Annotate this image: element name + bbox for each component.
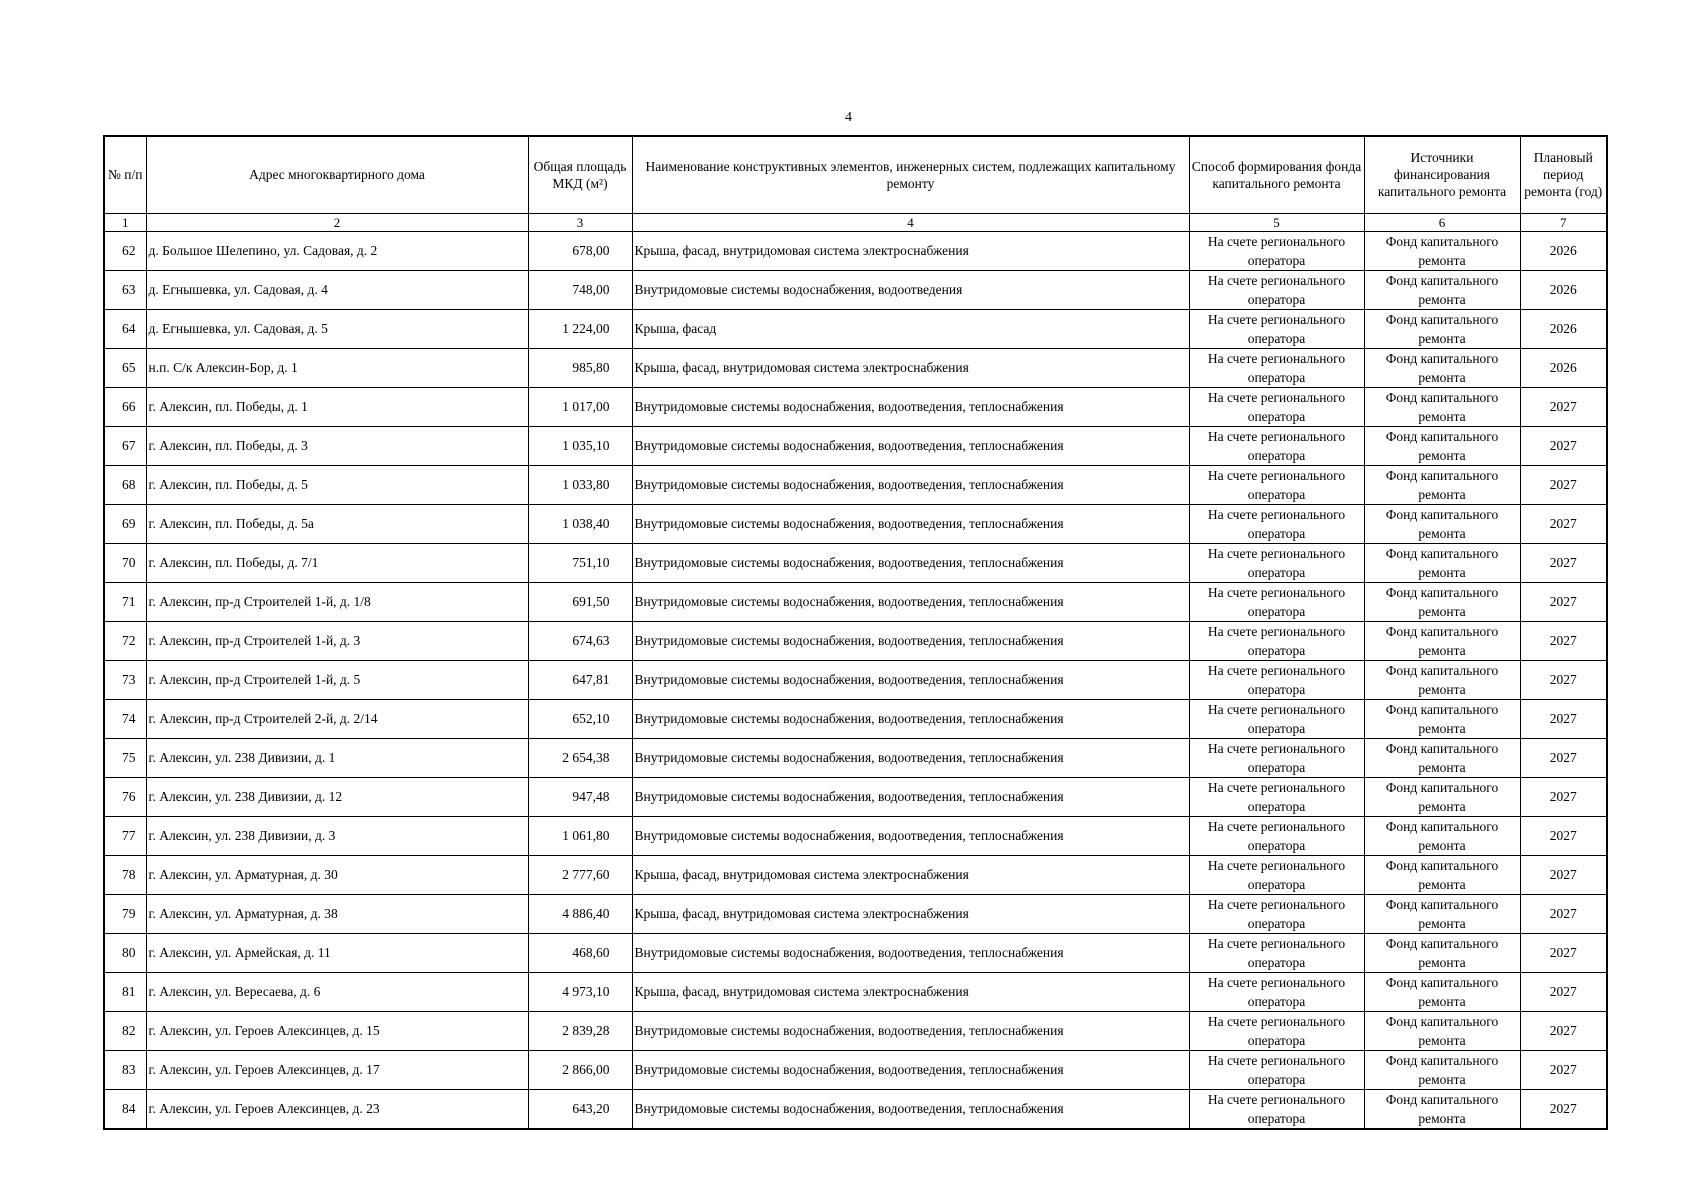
row-source: Фонд капитального ремонта <box>1364 894 1520 933</box>
table-row <box>104 738 1607 777</box>
table-row <box>104 972 1607 1011</box>
row-number: 77 <box>104 816 146 855</box>
row-source: Фонд капитального ремонта <box>1364 582 1520 621</box>
row-year: 2027 <box>1520 1011 1607 1050</box>
row-area: 985,80 <box>528 348 632 387</box>
row-address: г. Алексин, ул. Героев Алексинцев, д. 17 <box>146 1050 528 1089</box>
row-address: г. Алексин, пл. Победы, д. 7/1 <box>146 543 528 582</box>
table-row <box>104 582 1607 621</box>
row-address: г. Алексин, пл. Победы, д. 3 <box>146 426 528 465</box>
table-row <box>104 465 1607 504</box>
row-area: 1 224,00 <box>528 309 632 348</box>
row-number: 82 <box>104 1011 146 1050</box>
row-area: 647,81 <box>528 660 632 699</box>
table-row <box>104 543 1607 582</box>
row-elements: Внутридомовые системы водоснабжения, водоотведения, теплоснабжения <box>632 933 1189 972</box>
row-elements: Внутридомовые системы водоснабжения, водоотведения, теплоснабжения <box>632 504 1189 543</box>
row-method: На счете регионального оператора <box>1189 231 1364 270</box>
row-area: 2 777,60 <box>528 855 632 894</box>
row-source: Фонд капитального ремонта <box>1364 855 1520 894</box>
table-row <box>104 699 1607 738</box>
row-number: 76 <box>104 777 146 816</box>
row-elements: Крыша, фасад <box>632 309 1189 348</box>
row-elements: Внутридомовые системы водоснабжения, водоотведения, теплоснабжения <box>632 621 1189 660</box>
table-row <box>104 387 1607 426</box>
row-year: 2027 <box>1520 972 1607 1011</box>
page-number: 4 <box>845 110 852 125</box>
row-source: Фонд капитального ремонта <box>1364 231 1520 270</box>
row-address: д. Егнышевка, ул. Садовая, д. 4 <box>146 270 528 309</box>
row-method: На счете регионального оператора <box>1189 1050 1364 1089</box>
row-area: 2 654,38 <box>528 738 632 777</box>
row-year: 2027 <box>1520 1050 1607 1089</box>
row-source: Фонд капитального ремонта <box>1364 738 1520 777</box>
row-source: Фонд капитального ремонта <box>1364 1089 1520 1129</box>
header-address: Адрес многоквартирного дома <box>146 136 528 213</box>
row-number: 74 <box>104 699 146 738</box>
row-area: 643,20 <box>528 1089 632 1129</box>
row-source: Фонд капитального ремонта <box>1364 387 1520 426</box>
table-row <box>104 816 1607 855</box>
row-number: 80 <box>104 933 146 972</box>
row-address: г. Алексин, пр-д Строителей 1-й, д. 3 <box>146 621 528 660</box>
row-number: 62 <box>104 231 146 270</box>
row-number: 69 <box>104 504 146 543</box>
row-method: На счете регионального оператора <box>1189 504 1364 543</box>
row-year: 2026 <box>1520 309 1607 348</box>
row-area: 751,10 <box>528 543 632 582</box>
row-area: 4 886,40 <box>528 894 632 933</box>
row-method: На счете регионального оператора <box>1189 582 1364 621</box>
row-address: г. Алексин, ул. Армейская, д. 11 <box>146 933 528 972</box>
row-address: н.п. С/к Алексин-Бор, д. 1 <box>146 348 528 387</box>
table-row <box>104 660 1607 699</box>
row-number: 72 <box>104 621 146 660</box>
row-source: Фонд капитального ремонта <box>1364 933 1520 972</box>
row-area: 1 033,80 <box>528 465 632 504</box>
row-source: Фонд капитального ремонта <box>1364 1050 1520 1089</box>
row-address: г. Алексин, ул. Героев Алексинцев, д. 23 <box>146 1089 528 1129</box>
row-address: г. Алексин, ул. Арматурная, д. 30 <box>146 855 528 894</box>
row-area: 2 839,28 <box>528 1011 632 1050</box>
row-elements: Крыша, фасад, внутридомовая система электроснабжения <box>632 972 1189 1011</box>
row-source: Фонд капитального ремонта <box>1364 777 1520 816</box>
row-area: 674,63 <box>528 621 632 660</box>
row-year: 2027 <box>1520 894 1607 933</box>
row-elements: Внутридомовые системы водоснабжения, водоотведения, теплоснабжения <box>632 738 1189 777</box>
table-body <box>104 213 1607 1129</box>
row-year: 2027 <box>1520 777 1607 816</box>
row-source: Фонд капитального ремонта <box>1364 621 1520 660</box>
row-source: Фонд капитального ремонта <box>1364 543 1520 582</box>
row-source: Фонд капитального ремонта <box>1364 426 1520 465</box>
row-number: 84 <box>104 1089 146 1129</box>
row-year: 2027 <box>1520 387 1607 426</box>
row-area: 2 866,00 <box>528 1050 632 1089</box>
row-elements: Крыша, фасад, внутридомовая система электроснабжения <box>632 855 1189 894</box>
column-number: 1 <box>104 213 146 231</box>
row-number: 63 <box>104 270 146 309</box>
column-number-row <box>104 213 1607 231</box>
row-method: На счете регионального оператора <box>1189 387 1364 426</box>
row-number: 79 <box>104 894 146 933</box>
table-row <box>104 621 1607 660</box>
table-row <box>104 1089 1607 1129</box>
table-row <box>104 426 1607 465</box>
row-method: На счете регионального оператора <box>1189 972 1364 1011</box>
header-area: Общая площадь МКД (м²) <box>528 136 632 213</box>
row-elements: Внутридомовые системы водоснабжения, водоотведения, теплоснабжения <box>632 465 1189 504</box>
row-elements: Внутридомовые системы водоснабжения, водоотведения, теплоснабжения <box>632 1050 1189 1089</box>
row-year: 2027 <box>1520 504 1607 543</box>
row-source: Фонд капитального ремонта <box>1364 465 1520 504</box>
row-year: 2027 <box>1520 738 1607 777</box>
row-address: д. Егнышевка, ул. Садовая, д. 5 <box>146 309 528 348</box>
table-row <box>104 309 1607 348</box>
row-address: г. Алексин, ул. 238 Дивизии, д. 12 <box>146 777 528 816</box>
row-method: На счете регионального оператора <box>1189 816 1364 855</box>
row-year: 2027 <box>1520 465 1607 504</box>
row-year: 2027 <box>1520 1089 1607 1129</box>
column-number: 7 <box>1520 213 1607 231</box>
row-method: На счете регионального оператора <box>1189 660 1364 699</box>
row-number: 73 <box>104 660 146 699</box>
row-method: На счете регионального оператора <box>1189 933 1364 972</box>
table-row <box>104 855 1607 894</box>
row-source: Фонд капитального ремонта <box>1364 816 1520 855</box>
row-address: г. Алексин, ул. 238 Дивизии, д. 1 <box>146 738 528 777</box>
header-source: Источники финансирования капитального ремонта <box>1364 136 1520 213</box>
row-address: г. Алексин, пл. Победы, д. 5 <box>146 465 528 504</box>
row-elements: Крыша, фасад, внутридомовая система электроснабжения <box>632 894 1189 933</box>
row-elements: Внутридомовые системы водоснабжения, водоотведения, теплоснабжения <box>632 387 1189 426</box>
row-year: 2027 <box>1520 426 1607 465</box>
row-source: Фонд капитального ремонта <box>1364 270 1520 309</box>
row-elements: Внутридомовые системы водоснабжения, водоотведения, теплоснабжения <box>632 660 1189 699</box>
table-row <box>104 777 1607 816</box>
table-row <box>104 270 1607 309</box>
row-address: г. Алексин, пл. Победы, д. 5а <box>146 504 528 543</box>
row-year: 2026 <box>1520 270 1607 309</box>
row-address: г. Алексин, ул. Арматурная, д. 38 <box>146 894 528 933</box>
row-elements: Внутридомовые системы водоснабжения, водоотведения, теплоснабжения <box>632 582 1189 621</box>
table-row <box>104 1011 1607 1050</box>
row-address: г. Алексин, ул. Вересаева, д. 6 <box>146 972 528 1011</box>
column-number: 2 <box>146 213 528 231</box>
row-number: 64 <box>104 309 146 348</box>
row-area: 468,60 <box>528 933 632 972</box>
row-number: 71 <box>104 582 146 621</box>
row-method: На счете регионального оператора <box>1189 309 1364 348</box>
table-header <box>104 136 1607 213</box>
row-number: 83 <box>104 1050 146 1089</box>
row-elements: Внутридомовые системы водоснабжения, водоотведения, теплоснабжения <box>632 777 1189 816</box>
row-source: Фонд капитального ремонта <box>1364 309 1520 348</box>
row-method: На счете регионального оператора <box>1189 426 1364 465</box>
row-elements: Внутридомовые системы водоснабжения, водоотведения, теплоснабжения <box>632 543 1189 582</box>
row-number: 66 <box>104 387 146 426</box>
row-elements: Крыша, фасад, внутридомовая система электроснабжения <box>632 231 1189 270</box>
row-number: 70 <box>104 543 146 582</box>
row-method: На счете регионального оператора <box>1189 855 1364 894</box>
row-number: 78 <box>104 855 146 894</box>
row-year: 2027 <box>1520 621 1607 660</box>
row-source: Фонд капитального ремонта <box>1364 660 1520 699</box>
row-elements: Внутридомовые системы водоснабжения, водоотведения, теплоснабжения <box>632 816 1189 855</box>
row-address: г. Алексин, пр-д Строителей 2-й, д. 2/14 <box>146 699 528 738</box>
column-number: 4 <box>632 213 1189 231</box>
row-number: 81 <box>104 972 146 1011</box>
row-year: 2027 <box>1520 582 1607 621</box>
table-row <box>104 231 1607 270</box>
row-address: г. Алексин, пр-д Строителей 1-й, д. 1/8 <box>146 582 528 621</box>
row-year: 2027 <box>1520 816 1607 855</box>
header-method: Способ формирования фонда капитального ремонта <box>1189 136 1364 213</box>
row-area: 691,50 <box>528 582 632 621</box>
header-period: Плановый период ремонта (год) <box>1520 136 1607 213</box>
row-source: Фонд капитального ремонта <box>1364 972 1520 1011</box>
row-method: На счете регионального оператора <box>1189 348 1364 387</box>
repair-program-table <box>103 135 1608 1130</box>
row-address: г. Алексин, ул. Героев Алексинцев, д. 15 <box>146 1011 528 1050</box>
row-method: На счете регионального оператора <box>1189 894 1364 933</box>
row-year: 2027 <box>1520 699 1607 738</box>
row-number: 65 <box>104 348 146 387</box>
row-method: На счете регионального оператора <box>1189 270 1364 309</box>
table-row <box>104 348 1607 387</box>
row-year: 2027 <box>1520 660 1607 699</box>
row-elements: Внутридомовые системы водоснабжения, водоотведения, теплоснабжения <box>632 1089 1189 1129</box>
row-method: На счете регионального оператора <box>1189 543 1364 582</box>
row-area: 678,00 <box>528 231 632 270</box>
row-method: На счете регионального оператора <box>1189 621 1364 660</box>
table-row <box>104 1050 1607 1089</box>
header-num: № п/п <box>104 136 146 213</box>
row-area: 947,48 <box>528 777 632 816</box>
column-number: 6 <box>1364 213 1520 231</box>
row-source: Фонд капитального ремонта <box>1364 1011 1520 1050</box>
row-year: 2027 <box>1520 855 1607 894</box>
row-area: 748,00 <box>528 270 632 309</box>
row-area: 4 973,10 <box>528 972 632 1011</box>
row-elements: Внутридомовые системы водоснабжения, водоотведения, теплоснабжения <box>632 426 1189 465</box>
row-source: Фонд капитального ремонта <box>1364 348 1520 387</box>
table-row <box>104 894 1607 933</box>
row-method: На счете регионального оператора <box>1189 777 1364 816</box>
column-number: 3 <box>528 213 632 231</box>
row-year: 2027 <box>1520 543 1607 582</box>
table-row <box>104 504 1607 543</box>
row-area: 1 038,40 <box>528 504 632 543</box>
table-row <box>104 933 1607 972</box>
row-number: 68 <box>104 465 146 504</box>
row-method: На счете регионального оператора <box>1189 1011 1364 1050</box>
row-method: На счете регионального оператора <box>1189 1089 1364 1129</box>
row-area: 1 061,80 <box>528 816 632 855</box>
row-elements: Крыша, фасад, внутридомовая система электроснабжения <box>632 348 1189 387</box>
header-elements: Наименование конструктивных элементов, инженерных систем, подлежащих капитальному ремонту <box>632 136 1189 213</box>
row-year: 2026 <box>1520 231 1607 270</box>
row-elements: Внутридомовые системы водоснабжения, водоотведения, теплоснабжения <box>632 1011 1189 1050</box>
row-method: На счете регионального оператора <box>1189 699 1364 738</box>
row-address: г. Алексин, пл. Победы, д. 1 <box>146 387 528 426</box>
row-source: Фонд капитального ремонта <box>1364 699 1520 738</box>
column-number: 5 <box>1189 213 1364 231</box>
row-elements: Внутридомовые системы водоснабжения, водоотведения, теплоснабжения <box>632 699 1189 738</box>
row-elements: Внутридомовые системы водоснабжения, водоотведения <box>632 270 1189 309</box>
row-source: Фонд капитального ремонта <box>1364 504 1520 543</box>
row-year: 2026 <box>1520 348 1607 387</box>
row-method: На счете регионального оператора <box>1189 738 1364 777</box>
row-method: На счете регионального оператора <box>1189 465 1364 504</box>
row-area: 1 017,00 <box>528 387 632 426</box>
row-area: 1 035,10 <box>528 426 632 465</box>
row-address: д. Большое Шелепино, ул. Садовая, д. 2 <box>146 231 528 270</box>
row-address: г. Алексин, пр-д Строителей 1-й, д. 5 <box>146 660 528 699</box>
row-address: г. Алексин, ул. 238 Дивизии, д. 3 <box>146 816 528 855</box>
row-number: 67 <box>104 426 146 465</box>
row-number: 75 <box>104 738 146 777</box>
row-area: 652,10 <box>528 699 632 738</box>
row-year: 2027 <box>1520 933 1607 972</box>
